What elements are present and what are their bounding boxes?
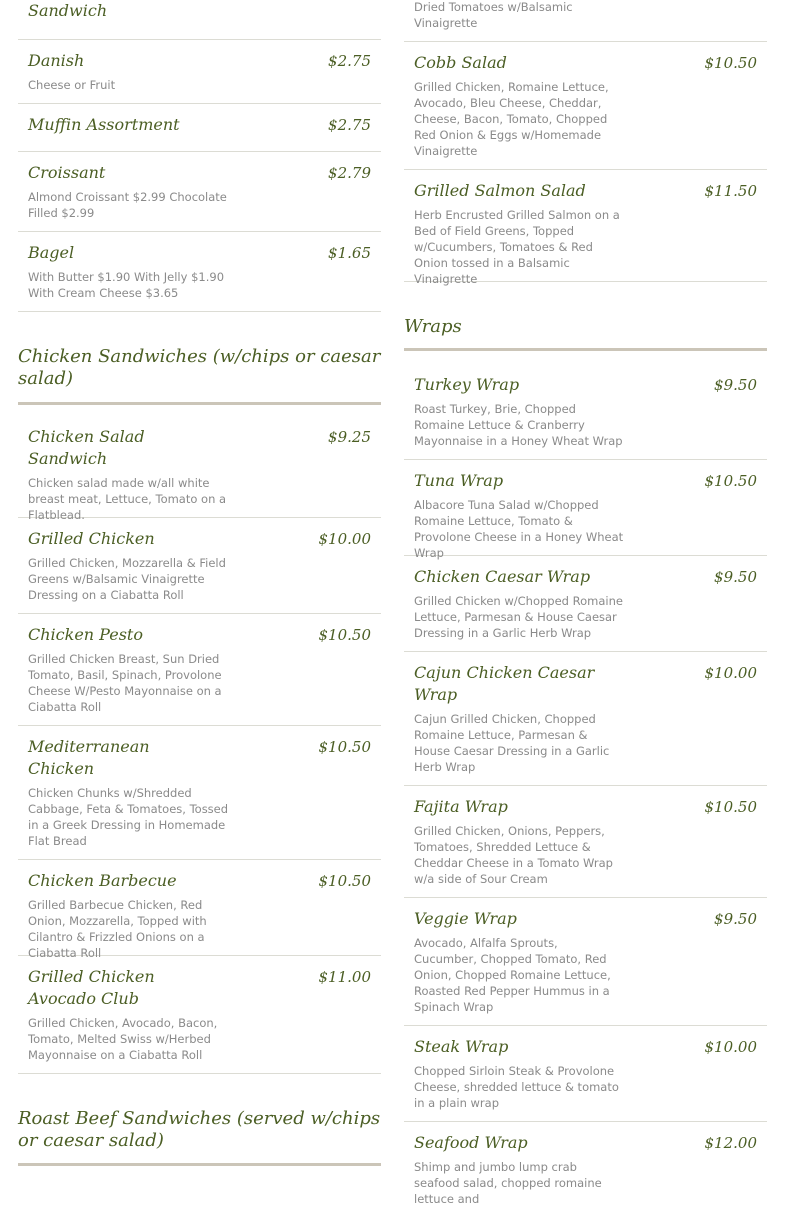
item-name: Bagel [28, 243, 75, 262]
item-description: Cheese or Fruit [28, 78, 116, 92]
menu-item[interactable] [404, 786, 767, 898]
item-name: Turkey Wrap [414, 375, 520, 394]
item-description: Grilled Chicken, Romaine Lettuce, Avocado, Bleu Cheese, Cheddar, Cheese, Bacon, Tomato, Chopped Red Onion & Eggs w/Homemade Vinaigrette [414, 80, 609, 158]
item-description: Shimp and jumbo lump crab seafood salad, chopped romaine lettuce and [414, 1160, 602, 1206]
menu-item[interactable] [404, 1122, 767, 1206]
item-price: $9.25 [328, 428, 371, 446]
item-description: Chicken salad made w/all white breast meat, Lettuce, Tomato on a Flatblead. [28, 476, 227, 522]
item-name: Seafood Wrap [414, 1133, 528, 1152]
item-price: $12.00 [704, 1134, 757, 1152]
item-description: Chicken Chunks w/Shredded Cabbage, Feta & Tomatoes, Tossed in a Greek Dressing in Homemade Flat Bread [28, 786, 229, 848]
menu-item[interactable] [18, 416, 381, 522]
menu-item[interactable] [18, 614, 381, 726]
section-header-roast-beef-sandwiches [18, 1108, 381, 1166]
item-price: $10.00 [704, 664, 757, 682]
menu-item[interactable] [18, 726, 381, 860]
menu-item[interactable] [404, 898, 767, 1026]
section-title: Chicken Sandwiches (w/chips or caesar salad) [18, 346, 381, 389]
section-title: Wraps [404, 316, 462, 337]
item-description: Almond Croissant $2.99 Chocolate Filled $2.99 [28, 190, 227, 220]
item-name: Cajun Chicken Caesar Wrap [414, 663, 595, 704]
item-price: $2.75 [328, 52, 371, 70]
menu-item[interactable] [404, 460, 767, 560]
item-name: Grilled Salmon Salad [414, 181, 586, 200]
item-description: Grilled Chicken, Mozzarella & Field Greens w/Balsamic Vinaigrette Dressing on a Ciabatta Roll [28, 556, 226, 602]
item-name: Grilled Chicken Avocado Club [28, 967, 155, 1008]
item-price: $11.00 [318, 968, 371, 986]
menu-item[interactable] [404, 0, 767, 42]
item-description: Avocado, Alfalfa Sprouts, Cucumber, Chopped Tomato, Red Onion, Chopped Romaine Lettuce, Roasted Red Pepper Hummus in a Spinach Wrap [414, 936, 611, 1014]
item-description: Herb Encrusted Grilled Salmon on a Bed of Field Greens, Topped w/Cucumbers, Tomatoes & Red Onion tossed in a Balsamic Vinaigrette [414, 208, 620, 286]
item-name: Danish [28, 51, 85, 70]
menu-item[interactable] [18, 152, 381, 232]
item-name: Sandwich [28, 1, 108, 20]
item-description: Dried Tomatoes w/Balsamic Vinaigrette [414, 0, 573, 30]
item-price: $10.50 [318, 872, 371, 890]
item-price: $9.50 [714, 568, 757, 586]
menu-item[interactable] [404, 1026, 767, 1122]
menu-item[interactable] [18, 0, 381, 40]
item-name: Steak Wrap [414, 1037, 509, 1056]
menu-item[interactable] [404, 364, 767, 460]
item-description: Albacore Tuna Salad w/Chopped Romaine Lettuce, Tomato & Provolone Cheese in a Honey Wheat Wrap [414, 498, 624, 560]
item-price: $10.00 [704, 1038, 757, 1056]
item-name: Muffin Assortment [28, 115, 180, 134]
item-description: Grilled Chicken, Onions, Peppers, Tomatoes, Shredded Lettuce & Cheddar Cheese in a Tomato Wrap w/a side of Sour Cream [414, 824, 613, 886]
item-price: $10.50 [318, 626, 371, 644]
item-description: With Butter $1.90 With Jelly $1.90 With Cream Cheese $3.65 [28, 270, 225, 300]
menu-item[interactable] [18, 40, 381, 104]
item-price: $1.65 [328, 244, 371, 262]
menu-item[interactable] [18, 104, 381, 152]
menu-item[interactable] [18, 860, 381, 960]
item-price: $11.50 [704, 182, 757, 200]
item-name: Fajita Wrap [414, 797, 508, 816]
menu-item[interactable] [18, 518, 381, 614]
item-name: Chicken Barbecue [28, 871, 177, 890]
item-price: $10.50 [704, 472, 757, 490]
item-description: Grilled Chicken, Avocado, Bacon, Tomato, Melted Swiss w/Herbed Mayonnaise on a Ciabatta Roll [28, 1016, 218, 1062]
item-description: Grilled Chicken Breast, Sun Dried Tomato, Basil, Spinach, Provolone Cheese W/Pesto Mayonnaise on a Ciabatta Roll [28, 652, 222, 714]
item-description: Grilled Barbecue Chicken, Red Onion, Mozzarella, Topped with Cilantro & Frizzled Onions on a Ciabatta Roll [28, 898, 207, 960]
item-price: $9.50 [714, 910, 757, 928]
menu-item[interactable] [404, 42, 767, 170]
item-description: Roast Turkey, Brie, Chopped Romaine Lettuce & Cranberry Mayonnaise in a Honey Wheat Wrap [414, 402, 623, 448]
item-description: Chopped Sirloin Steak & Provolone Cheese, shredded lettuce & tomato in a plain wrap [414, 1064, 619, 1110]
section-header-chicken-sandwiches [18, 346, 381, 405]
item-price: $9.50 [714, 376, 757, 394]
item-description: Cajun Grilled Chicken, Chopped Romaine Lettuce, Parmesan & House Caesar Dressing in a Garlic Herb Wrap [414, 712, 610, 774]
menu-item[interactable] [18, 232, 381, 312]
item-price: $10.00 [318, 530, 371, 548]
item-price: $10.50 [318, 738, 371, 756]
item-name: Croissant [28, 163, 106, 182]
item-name: Grilled Chicken [28, 529, 155, 548]
item-name: Chicken Salad Sandwich [28, 427, 145, 468]
item-name: Chicken Pesto [28, 625, 143, 644]
item-name: Mediterranean Chicken [28, 737, 150, 778]
section-header-wraps [404, 316, 767, 351]
item-name: Chicken Caesar Wrap [414, 567, 591, 586]
menu-item[interactable] [18, 956, 381, 1074]
item-price: $10.50 [704, 798, 757, 816]
menu-item[interactable] [404, 556, 767, 652]
item-name: Cobb Salad [414, 53, 507, 72]
section-title: Roast Beef Sandwiches (served w/chips or caesar salad) [18, 1108, 381, 1151]
menu-item[interactable] [404, 652, 767, 786]
item-description: Grilled Chicken w/Chopped Romaine Lettuce, Parmesan & House Caesar Dressing in a Garlic Herb Wrap [414, 594, 623, 640]
item-price: $2.75 [328, 116, 371, 134]
menu-item[interactable] [404, 170, 767, 286]
item-price: $2.79 [328, 164, 371, 182]
item-price: $10.50 [704, 54, 757, 72]
item-name: Veggie Wrap [414, 909, 517, 928]
item-name: Tuna Wrap [414, 471, 504, 490]
